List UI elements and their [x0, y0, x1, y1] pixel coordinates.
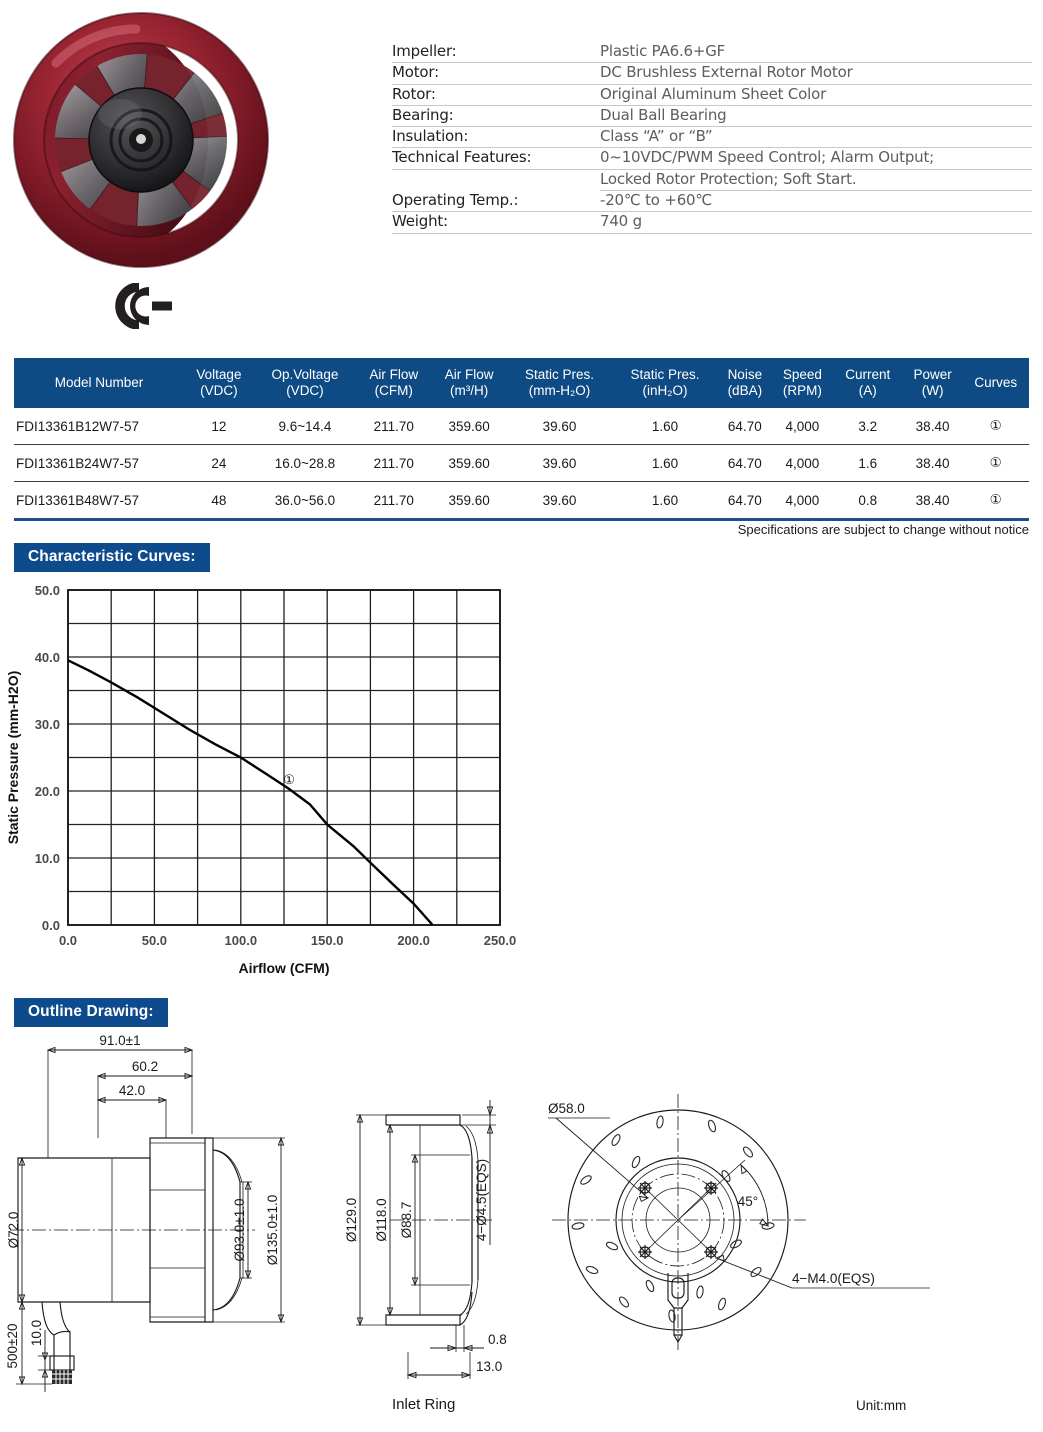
header-line2: (A)	[858, 382, 877, 398]
spec-label	[392, 169, 600, 190]
spec-value: Locked Rotor Protection; Soft Start.	[600, 169, 1032, 190]
spec-row	[392, 191, 1032, 212]
section-header-outline-drawing: Outline Drawing:	[14, 998, 168, 1027]
spec-value: Plastic PA6.6+GF	[600, 42, 1032, 63]
y-tick-label: 50.0	[34, 583, 60, 598]
cell-op-voltage: 9.6~14.4	[254, 408, 356, 445]
cell-airflow-m3h: 359.60	[431, 445, 506, 482]
x-tick-label: 200.0	[397, 933, 430, 948]
product-overview-section	[0, 0, 1043, 345]
cell-model: FDI13361B24W7-57	[14, 445, 184, 482]
header-line2: (inH₂O)	[642, 382, 688, 398]
y-tick-label: 40.0	[34, 650, 60, 665]
header-line1: Air Flow	[444, 367, 494, 382]
cell-airflow-m3h: 359.60	[431, 482, 506, 520]
x-axis-title: Airflow (CFM)	[238, 960, 330, 976]
column-header-voltage	[184, 358, 254, 408]
y-axis-tick-labels	[35, 583, 60, 933]
outline-inlet-ring-view	[344, 1100, 507, 1379]
table-header-row	[14, 358, 1029, 408]
dim-4-holes: 4−Ø4.5(EQS)	[474, 1158, 489, 1242]
outline-side-view	[5, 1033, 285, 1392]
spec-value: 740 g	[600, 212, 1032, 233]
x-axis-tick-labels	[59, 933, 516, 948]
header-line2: (dBA)	[727, 382, 763, 398]
spec-label: Operating Temp.:	[392, 191, 600, 212]
x-tick-label: 100.0	[224, 933, 258, 948]
outline-drawing-section	[0, 1030, 1043, 1427]
ce-mark-icon	[103, 283, 193, 329]
section-header-characteristic-curves: Characteristic Curves:	[14, 543, 210, 572]
dim-overall-length: 91.0±1	[99, 1033, 141, 1048]
cell-speed: 4,000	[772, 445, 833, 482]
cell-voltage: 12	[184, 408, 254, 445]
curve-series-1	[68, 660, 433, 925]
spec-value: Original Aluminum Sheet Color	[600, 84, 1032, 105]
dim-d135: Ø135.0±1.0	[265, 1194, 280, 1266]
cell-static-pressure-mm: 39.60	[507, 408, 612, 445]
table-row	[14, 445, 1029, 482]
column-header-noise	[718, 358, 772, 408]
header-line1: Static Pres.	[630, 367, 700, 382]
cell-power: 38.40	[903, 482, 963, 520]
dim-d93: Ø93.0±1.0	[232, 1198, 247, 1262]
y-tick-label: 10.0	[34, 851, 60, 866]
cell-airflow-m3h: 359.60	[431, 408, 506, 445]
cell-model: FDI13361B48W7-57	[14, 482, 184, 520]
column-header-speed	[772, 358, 833, 408]
cell-voltage: 48	[184, 482, 254, 520]
spec-label: Impeller:	[392, 42, 600, 63]
dim-cable-length: 500±20	[5, 1323, 20, 1369]
cell-op-voltage: 16.0~28.8	[254, 445, 356, 482]
cell-op-voltage: 36.0~56.0	[254, 482, 356, 520]
spec-label: Bearing:	[392, 105, 600, 126]
curve-annotation-group	[283, 772, 295, 787]
spec-label: Insulation:	[392, 127, 600, 148]
header-line2: (CFM)	[374, 382, 413, 398]
spec-row	[392, 63, 1032, 84]
header-line2: (VDC)	[200, 382, 238, 398]
header-line1: Static Pres.	[525, 367, 595, 382]
dim-d129: Ø129.0	[344, 1197, 359, 1243]
header-line2: (m³/H)	[449, 382, 489, 398]
column-header-airflow-cfm	[356, 358, 431, 408]
column-header-op-voltage	[254, 358, 356, 408]
y-axis-title: Static Pressure (mm-H2O)	[5, 670, 21, 845]
outline-front-view	[548, 1094, 930, 1350]
spec-row	[392, 127, 1032, 148]
y-tick-label: 30.0	[34, 717, 60, 732]
cell-noise: 64.70	[718, 445, 772, 482]
y-tick-label: 20.0	[34, 784, 60, 799]
spec-row	[392, 105, 1032, 126]
spec-value: -20℃ to +60℃	[600, 191, 1032, 212]
column-header-power	[903, 358, 963, 408]
header-line2: (mm-H₂O)	[528, 382, 591, 398]
x-tick-label: 250.0	[483, 933, 517, 948]
cell-airflow-cfm: 211.70	[356, 445, 431, 482]
header-line2: (W)	[921, 382, 944, 398]
product-photo	[8, 8, 273, 283]
spec-row	[392, 148, 1032, 169]
cell-model: FDI13361B12W7-57	[14, 408, 184, 445]
header-line1: Voltage	[196, 367, 242, 382]
dim-60-2: 60.2	[131, 1059, 159, 1074]
table-row	[14, 482, 1029, 520]
unit-note: Unit:mm	[856, 1398, 907, 1413]
column-header-static-pressure-in	[612, 358, 717, 408]
spec-label: Technical Features:	[392, 148, 600, 169]
cell-airflow-cfm: 211.70	[356, 408, 431, 445]
spec-value: Class “A” or “B”	[600, 127, 1032, 148]
cell-power: 38.40	[903, 445, 963, 482]
header-line2: (RPM)	[782, 382, 822, 398]
cell-noise: 64.70	[718, 408, 772, 445]
dim-4-m4: 4−M4.0(EQS)	[792, 1271, 875, 1286]
cell-static-pressure-in: 1.60	[612, 445, 717, 482]
dim-10: 10.0	[29, 1319, 44, 1347]
cell-curve-marker: ①	[962, 445, 1029, 482]
cell-power: 38.40	[903, 408, 963, 445]
header-line1: Op.Voltage	[271, 367, 339, 382]
characteristic-curves-chart	[0, 580, 540, 980]
dim-13: 13.0	[476, 1359, 503, 1374]
inlet-ring-caption: Inlet Ring	[392, 1396, 456, 1413]
cell-noise: 64.70	[718, 482, 772, 520]
cell-speed: 4,000	[772, 408, 833, 445]
cell-static-pressure-mm: 39.60	[507, 445, 612, 482]
header-line1: Current	[845, 367, 891, 382]
cell-speed: 4,000	[772, 482, 833, 520]
dim-d58: Ø58.0	[548, 1101, 585, 1116]
cell-voltage: 24	[184, 445, 254, 482]
dim-d88-7: Ø88.7	[399, 1201, 414, 1239]
chart-gridlines	[68, 590, 500, 925]
column-header-airflow-m3h	[431, 358, 506, 408]
cell-static-pressure-mm: 39.60	[507, 482, 612, 520]
x-tick-label: 50.0	[141, 933, 168, 948]
dim-0-8: 0.8	[488, 1332, 507, 1347]
header-line1: Curves	[974, 374, 1018, 390]
specification-table	[392, 42, 1032, 234]
curve-marker	[283, 772, 295, 787]
dim-42: 42.0	[118, 1083, 146, 1098]
spec-row	[392, 212, 1032, 233]
spec-value: 0~10VDC/PWM Speed Control; Alarm Output;	[600, 148, 1032, 169]
x-tick-label: 150.0	[310, 933, 344, 948]
y-tick-label: 0.0	[41, 918, 60, 933]
model-specification-table	[14, 358, 1029, 521]
column-header-static-pressure-mm	[507, 358, 612, 408]
dim-d118: Ø118.0	[374, 1198, 389, 1242]
cell-current: 1.6	[833, 445, 903, 482]
spec-value: Dual Ball Bearing	[600, 105, 1032, 126]
spec-value: DC Brushless External Rotor Motor	[600, 63, 1032, 84]
spec-label: Rotor:	[392, 84, 600, 105]
cell-current: 3.2	[833, 408, 903, 445]
dim-45-deg: 45°	[737, 1194, 759, 1209]
spec-label: Motor:	[392, 63, 600, 84]
dim-d72: Ø72.0	[6, 1211, 21, 1249]
cell-curve-marker: ①	[962, 408, 1029, 445]
column-header-model	[14, 358, 184, 408]
cell-curve-marker: ①	[962, 482, 1029, 520]
cell-static-pressure-in: 1.60	[612, 482, 717, 520]
header-line2: (VDC)	[286, 382, 324, 398]
cell-airflow-cfm: 211.70	[356, 482, 431, 520]
disclaimer-text: Specifications are subject to change without notice	[737, 522, 1029, 537]
column-header-curves	[962, 358, 1029, 408]
cell-current: 0.8	[833, 482, 903, 520]
header-line1: Model Number	[54, 374, 144, 390]
spec-row-continuation	[392, 169, 1032, 190]
table-row	[14, 408, 1029, 445]
header-line1: Speed	[782, 367, 822, 382]
header-line1: Power	[913, 367, 952, 382]
spec-row	[392, 84, 1032, 105]
column-header-current	[833, 358, 903, 408]
header-line1: Air Flow	[369, 367, 419, 382]
spec-row	[392, 42, 1032, 63]
spec-label: Weight:	[392, 212, 600, 233]
x-tick-label: 0.0	[58, 933, 78, 948]
header-line1: Noise	[727, 367, 763, 382]
cell-static-pressure-in: 1.60	[612, 408, 717, 445]
svg-text:①: ①	[283, 771, 296, 787]
